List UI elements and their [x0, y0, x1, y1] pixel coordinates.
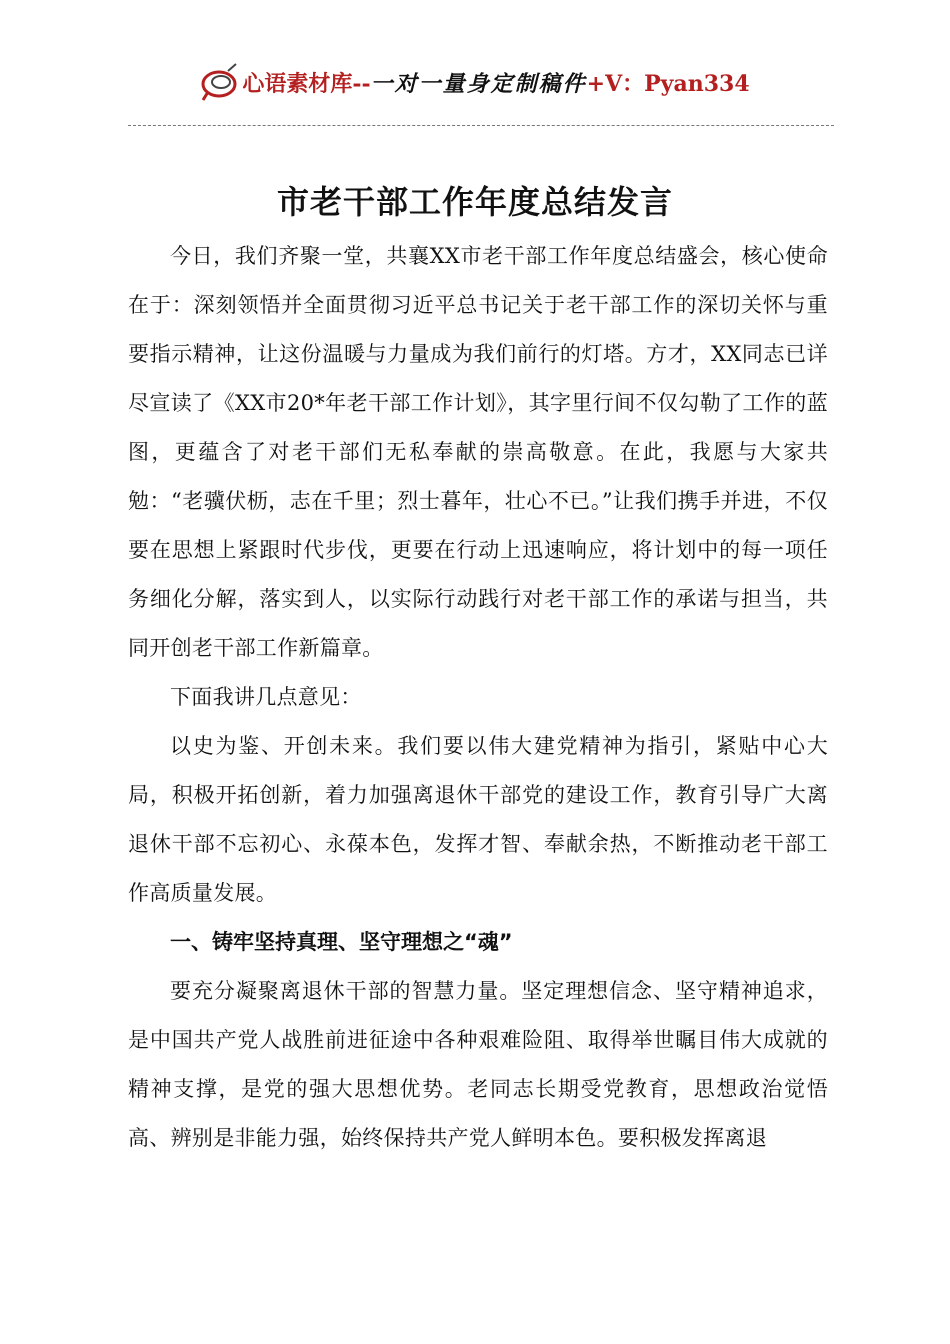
header-dash: --: [352, 70, 371, 97]
paragraph-transition: 下面我讲几点意见：: [170, 685, 362, 709]
paragraph-history: 以史为鉴、开创未来。我们要以伟大建党精神为指引，紧贴中心大局，积极开拓创新，着力加强离退休干部党的建设工作，教育引导广大离退休干部不忘初心、永葆本色，发挥才智、奉献余热，不断推动老干部工作高质量发展。: [128, 734, 828, 905]
page-header: [0, 60, 950, 104]
logo-icon: [200, 62, 240, 102]
header-banner-text: [242, 67, 749, 98]
document-body: [128, 232, 828, 1163]
header-slogan: 一对一量身定制稿件: [370, 70, 587, 97]
paragraph-section-1: 要充分凝聚离退休干部的智慧力量。坚定理想信念、坚守精神追求，是中国共产党人战胜前进征途中各种艰难险阻、取得举世瞩目伟大成就的精神支撑，是党的强大思想优势。老同志长期受党教育，思想政治觉悟高、辨别是非能力强，始终保持共产党人鲜明本色。要积极发挥离退: [128, 979, 828, 1150]
header-brand: 心语素材库: [242, 70, 353, 97]
header-divider: [128, 125, 834, 126]
header-contact: +V：Pyan334: [586, 70, 750, 97]
document-title: 市老干部工作年度总结发言: [276, 183, 673, 221]
paragraph-intro: 今日，我们齐聚一堂，共襄XX市老干部工作年度总结盛会，核心使命在于：深刻领悟并全面贯彻习近平总书记关于老干部工作的深切关怀与重要指示精神，让这份温暖与力量成为我们前行的灯塔。方才，XX同志已详尽宣读了《XX市20*年老干部工作计划》，其字里行间不仅勾勒了工作的蓝图，更蕴含了对老干部们无私奉献的崇高敬意。在此，我愿与大家共勉：“老骥伏枥，志在千里；烈士暮年，壮心不已。”让我们携手并进，不仅要在思想上紧跟时代步伐，更要在行动上迅速响应，将计划中的每一项任务细化分解，落实到人，以实际行动践行对老干部工作的承诺与担当，共同开创老干部工作新篇章。: [128, 244, 828, 660]
section-heading-1: 一、铸牢坚持真理、坚守理想之“魂”: [170, 930, 513, 954]
